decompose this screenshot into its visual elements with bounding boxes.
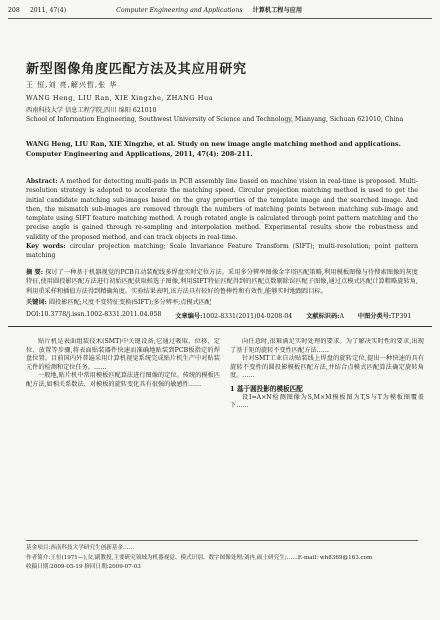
article-no: 1002-8331(2011)04-0208-04 bbox=[202, 313, 293, 320]
doc-code: A bbox=[339, 313, 344, 320]
abstract-cn-block bbox=[26, 268, 418, 296]
issue-info: 2011, 47(4) bbox=[29, 7, 67, 14]
abstract-cn: 探讨了一种基于机器视觉的PCB自动装配线多焊盘实时定位方法。采用多分辨率图像金字塔匹配策略,利用模板图像与待搜索图像的灰度特征,使用圆投影匹配方法进行初始匹配获取候选子图像,利用SIFT特征匹配得到的匹配点数剔除误匹配子图像,通过点模式匹配计算粗略旋转角,利用重采样和插值方法得到精确角度。实验结果表明,该方法具有较好的鲁棒性和有效性,能够实时地跟踪目标。 bbox=[26, 269, 418, 295]
abstract-label: Abstract: bbox=[26, 178, 58, 185]
body-paragraph: 设I=A×N检测图像为S,M×M模板图为T,S与T为模板图覆盖下…… bbox=[230, 393, 424, 410]
article-no-label: 文章编号: bbox=[175, 313, 203, 320]
body-columns bbox=[26, 338, 424, 536]
body-paragraph: 向任意时,很难满足实时处理的要求。为了解决实时性的要求,出现了基于矩的旋转不变性匹配方法…… bbox=[230, 338, 424, 354]
keywords-cn-label: 关键词: bbox=[26, 299, 47, 306]
page-number: 208 bbox=[8, 7, 20, 14]
citation: WANG Heng, LIU Ran, XIE Xingzhe, et al. Study on new image angle matching method and applications. Computer Engineering and Applications, 2011, 47(4): 208-211. bbox=[26, 140, 401, 158]
footnote-received: 收稿日期:2009-05-19 修回日期:2009-07-03 bbox=[26, 564, 141, 570]
section-heading: 1 基于圆投影的模板匹配 bbox=[230, 384, 303, 393]
keywords-label: Key words: bbox=[26, 243, 66, 251]
footnote-fund: 基金项目:西南科技大学研究生创新基金…… bbox=[26, 545, 135, 551]
authors-en: WANG Heng, LIU Ran, XIE Xingzhe, ZHANG Hua bbox=[26, 94, 214, 102]
body-paragraph: 针对SMT工业自动贴装线上焊盘的旋转定位,提出一种快速的具有旋转不变性的圆投影模板匹配方法,并结合点模式匹配算法确定旋转角度。…… bbox=[230, 355, 424, 380]
body-column-left bbox=[26, 338, 220, 536]
affiliation-en: School of Information Engineering, Southwest University of Science and Technology, Mianyang, Sichuan 621010, China bbox=[26, 116, 404, 123]
clc: TP391 bbox=[391, 313, 412, 320]
article-title: 新型图像角度匹配方法及其应用研究 bbox=[26, 62, 247, 77]
body-paragraph: 贴片机是表面组装技术(SMT)中关键设备,它通过吸取、位移、定位、放置等步骤,将表面贴装器件快速而准确地贴装到PCB板指定的焊盘位置。目前国内外普遍采用计算机视觉系统完成贴片机生产中对贴装元件的检测和定位任务。…… bbox=[26, 338, 220, 371]
doc-code-label: 文献标识码: bbox=[306, 313, 340, 320]
identifier-line bbox=[26, 311, 418, 320]
authors-cn: 王 恒,刘 亮,解兴哲,张 华 bbox=[26, 81, 118, 89]
footnotes bbox=[26, 540, 418, 573]
section-divider bbox=[8, 326, 432, 327]
journal-name-cn: 计算机工程与应用 bbox=[252, 7, 303, 14]
journal-name-en: Computer Engineering and Applications bbox=[116, 7, 243, 14]
abstract-en-block bbox=[26, 177, 418, 261]
clc-label: 中图分类号: bbox=[357, 313, 392, 320]
keywords-cn: 圆投影匹配;尺度不变特征变换(SIFT);多分辨率;点模式匹配 bbox=[48, 299, 212, 306]
affiliation-cn: 西南科技大学 信息工程学院,四川 绵阳 621010 bbox=[26, 107, 157, 114]
abstract-en: A method for detecting multi-pads in PCB assembly line based on machine vision in real-time is proposed. Multi-resolution strategy is adopted to accelerate the matching speed. Circular projection matching method is used to get the initial candidate matching sub-images based on the gray properties of the template image and the searched image. And then, the mismatch sub-images are removed through the numbers of matching points between matching sub-image and template using SIFT feature matching method. A rough rotated angle is calculated through point pattern matching and the precise angle is gained through re-sampling and interpolation method. Experimental results show the robustness and validity of the proposed method, and can track objects in real-time. bbox=[26, 178, 418, 241]
abstract-cn-label: 摘 要: bbox=[26, 269, 44, 276]
doi: DOI:10.3778/j.issn.1002-8331.2011.04.058 bbox=[26, 311, 162, 318]
running-header bbox=[8, 4, 432, 19]
footnote-bio: 作者简介:王恒(1971—),女,副教授,主要研究领域为机器视觉、模式识别、数字图像处理;刘冉,硕士研究生;……E-mail: wh8369@163.com bbox=[26, 554, 373, 561]
keywords-cn-block bbox=[26, 297, 211, 306]
keywords-en: circular projection matching; Scale Invariance Feature Transform (SIFT); multi-resolution; point pattern matching bbox=[26, 243, 418, 260]
body-column-right bbox=[230, 338, 424, 536]
body-paragraph: 一般地,贴片机中常用模板匹配算法进行图像的定位。传统的模板匹配方法,如相关系数法、对模板的旋转变化具有很强的敏感性…… bbox=[26, 372, 220, 388]
